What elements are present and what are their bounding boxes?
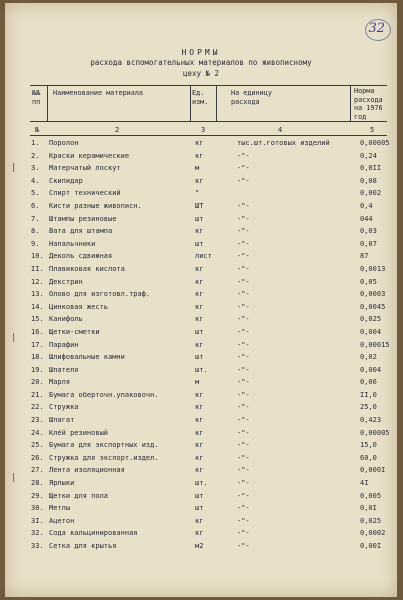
- material-name: Олово для изготовл.траф.: [49, 290, 151, 299]
- consumption-norm: 0,00015: [360, 340, 390, 349]
- material-name: Щетки-сметки: [49, 327, 100, 336]
- row-number: 9.: [31, 239, 40, 248]
- table-row: [5, 378, 397, 391]
- table-row: [5, 202, 397, 215]
- table-row: [5, 177, 397, 190]
- row-number: 17.: [31, 340, 44, 349]
- unit-of-measure: кг: [195, 403, 204, 412]
- table-row: [5, 252, 397, 265]
- material-name: Лента изоляционная: [49, 466, 125, 475]
- unit-of-measure: кг: [195, 227, 204, 236]
- per-unit-basis: -"-: [237, 151, 250, 160]
- consumption-norm: 25,0: [360, 403, 377, 412]
- column-number: 5: [370, 126, 375, 134]
- row-number: 12.: [31, 277, 44, 286]
- material-name: Щетки для пола: [49, 491, 109, 500]
- per-unit-basis: -"-: [237, 176, 250, 185]
- consumption-norm: 0,00005: [360, 428, 390, 437]
- table-row: [5, 290, 397, 303]
- table-row: [5, 240, 397, 253]
- column-number-rule: [30, 135, 387, 136]
- table-row: [5, 265, 397, 278]
- unit-of-measure: м2: [195, 542, 204, 550]
- per-unit-basis: -"-: [237, 529, 250, 538]
- row-number: 28.: [31, 479, 44, 488]
- per-unit-basis: -"-: [237, 428, 250, 437]
- material-name: Кле́й резиновый: [49, 428, 109, 437]
- row-number: 2.: [31, 151, 40, 160]
- per-unit-basis: -"-: [237, 264, 250, 273]
- per-unit-basis: -"-: [237, 403, 250, 412]
- binding-tick: |: [11, 333, 17, 343]
- row-number: 5.: [31, 189, 40, 198]
- material-name: Ацетон: [49, 516, 75, 525]
- row-number: 30.: [31, 504, 44, 513]
- material-name: Шпателя: [49, 365, 79, 374]
- table-row: [5, 139, 397, 152]
- material-name: Бумага для экспортных изд.: [49, 441, 159, 450]
- row-number: 20.: [31, 378, 44, 387]
- material-name: Вата для штампа: [49, 227, 113, 236]
- material-name: Марля: [49, 378, 71, 387]
- document-page: [5, 3, 397, 597]
- materials-table: [5, 139, 397, 555]
- per-unit-basis: -"-: [237, 315, 250, 324]
- per-unit-basis: -"-: [237, 277, 250, 286]
- unit-of-measure: кг: [195, 516, 204, 525]
- consumption-norm: II,0: [360, 390, 377, 399]
- material-name: Штампы резиновые: [49, 214, 117, 223]
- table-row: [5, 366, 397, 379]
- table-row: [5, 517, 397, 530]
- row-number: 13.: [31, 290, 44, 299]
- per-unit-basis: -"-: [237, 327, 250, 336]
- consumption-norm: 0,0002: [360, 529, 386, 538]
- unit-of-measure: ШТ: [195, 201, 204, 210]
- material-name: Шлифовальные камни: [49, 353, 125, 362]
- per-unit-basis: -"-: [237, 441, 250, 450]
- row-number: 6.: [31, 201, 40, 210]
- header-material-name: Наименование материала: [53, 89, 144, 97]
- table-row: [5, 454, 397, 467]
- material-name: Парафин: [49, 340, 79, 349]
- unit-of-measure: ": [195, 189, 200, 198]
- per-unit-basis: -"-: [237, 504, 250, 513]
- unit-of-measure: кг: [195, 466, 204, 475]
- per-unit-basis: -"-: [237, 542, 250, 550]
- consumption-norm: 0,002: [360, 189, 382, 198]
- material-name: Метлы: [49, 504, 71, 513]
- unit-of-measure: кг: [195, 176, 204, 185]
- row-number: II.: [31, 264, 44, 273]
- consumption-norm: 15,0: [360, 441, 377, 450]
- material-name: Скипидар: [49, 176, 83, 185]
- table-row: [5, 227, 397, 240]
- consumption-norm: 0,03: [360, 227, 377, 236]
- material-name: Спирт технический: [49, 189, 121, 198]
- consumption-norm: 0,0045: [360, 302, 386, 311]
- table-row: [5, 341, 397, 354]
- unit-of-measure: шт.: [195, 365, 208, 374]
- consumption-norm: 0,025: [360, 315, 382, 324]
- consumption-norm: 60,0: [360, 453, 377, 462]
- unit-of-measure: кг: [195, 302, 204, 311]
- consumption-norm: 0,02: [360, 353, 377, 362]
- page-number: 32: [368, 21, 385, 36]
- table-row: [5, 403, 397, 416]
- per-unit-basis: -"-: [237, 479, 250, 488]
- table-row: [5, 353, 397, 366]
- per-unit-basis: -"-: [237, 466, 250, 475]
- material-name: Бумага оберточн.упаковочн.: [49, 390, 159, 399]
- unit-of-measure: шт: [195, 327, 204, 336]
- row-number: 4.: [31, 176, 40, 185]
- per-unit-basis: -"-: [237, 239, 250, 248]
- per-unit-basis: -"-: [237, 378, 250, 387]
- consumption-norm: 0,05: [360, 277, 377, 286]
- table-row: [5, 466, 397, 479]
- per-unit-basis: -"-: [237, 491, 250, 500]
- material-name: Стружка: [49, 403, 79, 412]
- unit-of-measure: м: [195, 378, 200, 387]
- header-per-unit: На единицу расхода: [231, 89, 272, 106]
- per-unit-basis: -"-: [237, 340, 250, 349]
- row-number: 18.: [31, 353, 44, 362]
- material-name: Ярлыки: [49, 479, 75, 488]
- consumption-norm: 0,00I: [360, 542, 382, 550]
- unit-of-measure: кг: [195, 416, 204, 425]
- per-unit-basis: -"-: [237, 353, 250, 362]
- row-number: 27.: [31, 466, 44, 475]
- table-row: [5, 303, 397, 316]
- material-name: Плавиковая кислота: [49, 264, 125, 273]
- document-subtitle-line2: цеху № 2: [182, 69, 220, 78]
- unit-of-measure: лист: [195, 252, 212, 261]
- material-name: Канифоль: [49, 315, 83, 324]
- per-unit-basis: -"-: [237, 214, 250, 223]
- row-number: 19.: [31, 365, 44, 374]
- row-number: 24.: [31, 428, 44, 437]
- consumption-norm: 0,00005: [360, 139, 390, 147]
- material-name: Шпагат: [49, 416, 75, 425]
- column-divider: [47, 85, 48, 121]
- table-row: [5, 189, 397, 202]
- material-name: Декстрин: [49, 277, 83, 286]
- unit-of-measure: шт: [195, 504, 204, 513]
- unit-of-measure: кг: [195, 428, 204, 437]
- per-unit-basis: -"-: [237, 302, 250, 311]
- material-name: Сода кальцинированная: [49, 529, 138, 538]
- unit-of-measure: кг: [195, 390, 204, 399]
- consumption-norm: 0,025: [360, 516, 382, 525]
- per-unit-basis: -"-: [237, 164, 250, 173]
- row-number: 7.: [31, 214, 40, 223]
- per-unit-basis: -"-: [237, 290, 250, 299]
- consumption-norm: 0,004: [360, 365, 382, 374]
- consumption-norm: 4I: [360, 479, 369, 488]
- column-number: 4: [278, 126, 283, 134]
- table-row: [5, 278, 397, 291]
- material-name: Цинковая жесть: [49, 302, 109, 311]
- row-number: 15.: [31, 315, 44, 324]
- per-unit-basis: -"-: [237, 227, 250, 236]
- table-row: [5, 429, 397, 442]
- per-unit-basis: -"-: [237, 365, 250, 374]
- unit-of-measure: м: [195, 164, 200, 173]
- consumption-norm: 87: [360, 252, 369, 261]
- row-number: 22.: [31, 403, 44, 412]
- table-row: [5, 492, 397, 505]
- material-name: Напальчники: [49, 239, 96, 248]
- material-name: Краски керамические: [49, 151, 130, 160]
- unit-of-measure: шт: [195, 353, 204, 362]
- header-bottom-rule: [30, 121, 387, 122]
- consumption-norm: 0,004: [360, 327, 382, 336]
- material-name: Деколь сдвижная: [49, 252, 113, 261]
- row-number: 14.: [31, 302, 44, 311]
- row-number: 3I.: [31, 516, 44, 525]
- table-row: [5, 152, 397, 165]
- table-row: [5, 416, 397, 429]
- table-row: [5, 391, 397, 404]
- material-name: Сетка для крытья: [49, 542, 117, 550]
- unit-of-measure: шт: [195, 491, 204, 500]
- column-divider: [190, 85, 191, 121]
- binding-tick: |: [11, 163, 17, 173]
- unit-of-measure: кг: [195, 151, 204, 160]
- consumption-norm: 044: [360, 214, 373, 223]
- per-unit-basis: -"-: [237, 201, 250, 210]
- unit-of-measure: кг: [195, 277, 204, 286]
- table-top-rule: [30, 85, 387, 86]
- material-name: Кисти разные живописн.: [49, 201, 142, 210]
- column-divider: [216, 85, 217, 121]
- row-number: 26.: [31, 453, 44, 462]
- consumption-norm: 0,0II: [360, 164, 382, 173]
- unit-of-measure: кг: [195, 264, 204, 273]
- column-divider: [350, 85, 351, 121]
- material-name: Матерчатый лоскут: [49, 164, 121, 173]
- consumption-norm: 0,4: [360, 201, 373, 210]
- consumption-norm: 0,000I: [360, 466, 386, 475]
- column-number: 3: [201, 126, 206, 134]
- table-row: [5, 479, 397, 492]
- consumption-norm: 0,24: [360, 151, 377, 160]
- header-num: №№ пп: [32, 89, 41, 106]
- consumption-norm: 0,0I: [360, 504, 377, 513]
- unit-of-measure: шт: [195, 214, 204, 223]
- document-subtitle: расхода вспомогательных материалов по живописному: [90, 58, 312, 67]
- row-number: 25.: [31, 441, 44, 450]
- row-number: 33.: [31, 542, 44, 550]
- table-row: [5, 328, 397, 341]
- unit-of-measure: кг: [195, 290, 204, 299]
- table-row: [5, 315, 397, 328]
- unit-of-measure: кг: [195, 453, 204, 462]
- column-number: 2: [115, 126, 120, 134]
- binding-tick: |: [11, 473, 17, 483]
- row-number: 29.: [31, 491, 44, 500]
- row-number: 3.: [31, 164, 40, 173]
- consumption-norm: 0,08: [360, 176, 377, 185]
- unit-of-measure: кг: [195, 529, 204, 538]
- row-number: 16.: [31, 327, 44, 336]
- unit-of-measure: шт.: [195, 479, 208, 488]
- consumption-norm: 0,07: [360, 239, 377, 248]
- row-number: 1.: [31, 139, 40, 147]
- table-row: [5, 542, 397, 555]
- consumption-norm: 0,0013: [360, 264, 386, 273]
- row-number: 21.: [31, 390, 44, 399]
- column-number: №: [35, 126, 40, 134]
- per-unit-basis: тыс.шт.готовых изделий: [237, 139, 330, 147]
- row-number: 8.: [31, 227, 40, 236]
- per-unit-basis: -"-: [237, 252, 250, 261]
- table-row: [5, 164, 397, 177]
- per-unit-basis: -"-: [237, 516, 250, 525]
- per-unit-basis: -"-: [237, 453, 250, 462]
- table-row: [5, 504, 397, 517]
- table-row: [5, 441, 397, 454]
- row-number: 32.: [31, 529, 44, 538]
- header-unit: Ед. изм.: [192, 89, 209, 106]
- consumption-norm: 0,005: [360, 491, 382, 500]
- table-row: [5, 215, 397, 228]
- per-unit-basis: -"-: [237, 416, 250, 425]
- document-title: НОРМЫ: [181, 48, 221, 57]
- consumption-norm: 0,423: [360, 416, 382, 425]
- unit-of-measure: кг: [195, 441, 204, 450]
- consumption-norm: 0,06: [360, 378, 377, 387]
- unit-of-measure: кг: [195, 315, 204, 324]
- consumption-norm: 0,0003: [360, 290, 386, 299]
- unit-of-measure: кг: [195, 340, 204, 349]
- material-name: Поролон: [49, 139, 79, 147]
- unit-of-measure: кг: [195, 139, 204, 147]
- row-number: 23.: [31, 416, 44, 425]
- material-name: Стружка для экспорт.издел.: [49, 453, 159, 462]
- table-row: [5, 529, 397, 542]
- unit-of-measure: шт: [195, 239, 204, 248]
- per-unit-basis: -"-: [237, 390, 250, 399]
- header-norm: Норма расхода на 1976 год: [354, 87, 383, 121]
- row-number: 10.: [31, 252, 44, 261]
